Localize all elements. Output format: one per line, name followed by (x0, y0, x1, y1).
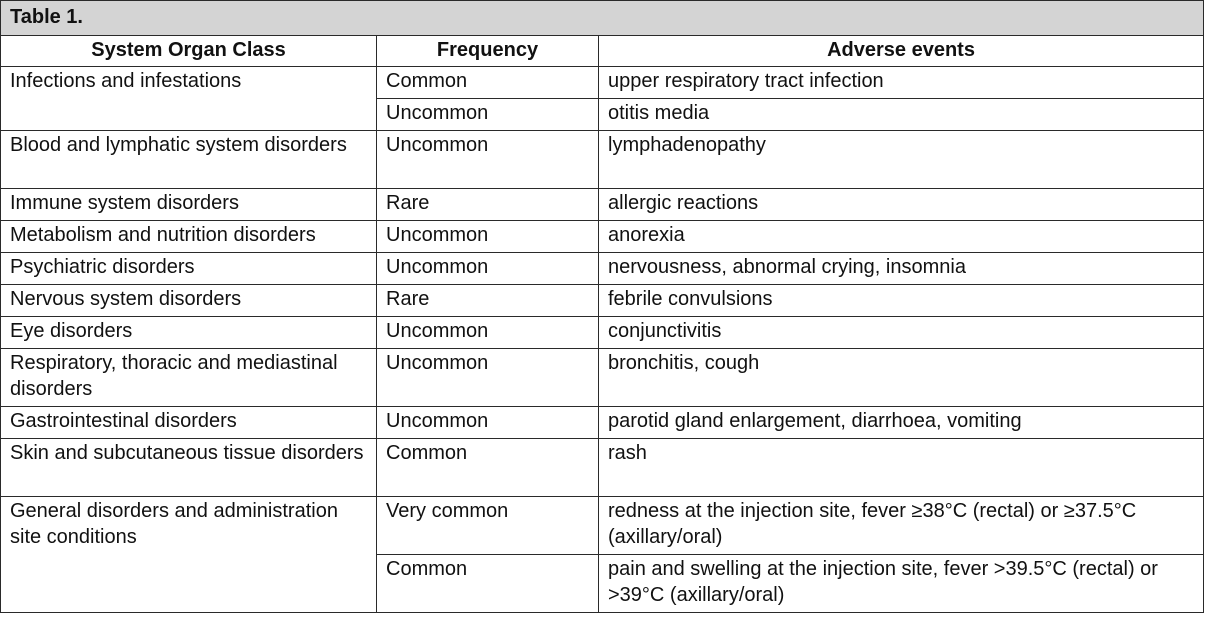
frequency-cell: Uncommon (377, 317, 599, 349)
adverse-events-cell: anorexia (599, 221, 1204, 253)
frequency-cell: Common (377, 67, 599, 99)
table-title-row (1, 1, 1204, 36)
frequency-cell: Common (377, 439, 599, 497)
adverse-events-cell: pain and swelling at the injection site, fever >39.5°C (rectal) or >39°C (axillary/oral) (599, 555, 1204, 613)
table-header-row (1, 36, 1204, 67)
table-row (1, 497, 1204, 555)
organ-class-cell: Psychiatric disorders (1, 253, 377, 285)
organ-class-cell: Eye disorders (1, 317, 377, 349)
table-row (1, 189, 1204, 221)
adverse-events-cell: bronchitis, cough (599, 349, 1204, 407)
table-row (1, 67, 1204, 99)
frequency-cell: Very common (377, 497, 599, 555)
table-row (1, 285, 1204, 317)
organ-class-cell: Infections and infestations (1, 67, 377, 131)
column-header-organ-class: System Organ Class (1, 36, 377, 67)
adverse-events-cell: rash (599, 439, 1204, 497)
organ-class-cell: Nervous system disorders (1, 285, 377, 317)
organ-class-cell: Metabolism and nutrition disorders (1, 221, 377, 253)
frequency-cell: Uncommon (377, 99, 599, 131)
table-row (1, 131, 1204, 189)
adverse-events-cell: upper respiratory tract infection (599, 67, 1204, 99)
adverse-events-cell: nervousness, abnormal crying, insomnia (599, 253, 1204, 285)
adverse-events-cell: lymphadenopathy (599, 131, 1204, 189)
frequency-cell: Uncommon (377, 407, 599, 439)
table-row (1, 253, 1204, 285)
frequency-cell: Uncommon (377, 131, 599, 189)
adverse-events-cell: allergic reactions (599, 189, 1204, 221)
organ-class-cell: General disorders and administration site conditions (1, 497, 377, 613)
frequency-cell: Common (377, 555, 599, 613)
adverse-events-cell: otitis media (599, 99, 1204, 131)
table-row (1, 221, 1204, 253)
organ-class-cell: Immune system disorders (1, 189, 377, 221)
adverse-events-cell: redness at the injection site, fever ≥38°C (rectal) or ≥37.5°C (axillary/oral) (599, 497, 1204, 555)
table-row (1, 407, 1204, 439)
adverse-events-cell: conjunctivitis (599, 317, 1204, 349)
organ-class-cell: Respiratory, thoracic and mediastinal disorders (1, 349, 377, 407)
frequency-cell: Uncommon (377, 253, 599, 285)
frequency-cell: Rare (377, 285, 599, 317)
column-header-frequency: Frequency (377, 36, 599, 67)
table-row (1, 349, 1204, 407)
adverse-events-cell: parotid gland enlargement, diarrhoea, vomiting (599, 407, 1204, 439)
frequency-cell: Uncommon (377, 221, 599, 253)
table-row (1, 317, 1204, 349)
table-title: Table 1. (1, 1, 1204, 36)
table-row (1, 439, 1204, 497)
column-header-adverse-events: Adverse events (599, 36, 1204, 67)
organ-class-cell: Blood and lymphatic system disorders (1, 131, 377, 189)
frequency-cell: Rare (377, 189, 599, 221)
organ-class-cell: Skin and subcutaneous tissue disorders (1, 439, 377, 497)
adverse-events-cell: febrile convulsions (599, 285, 1204, 317)
frequency-cell: Uncommon (377, 349, 599, 407)
organ-class-cell: Gastrointestinal disorders (1, 407, 377, 439)
